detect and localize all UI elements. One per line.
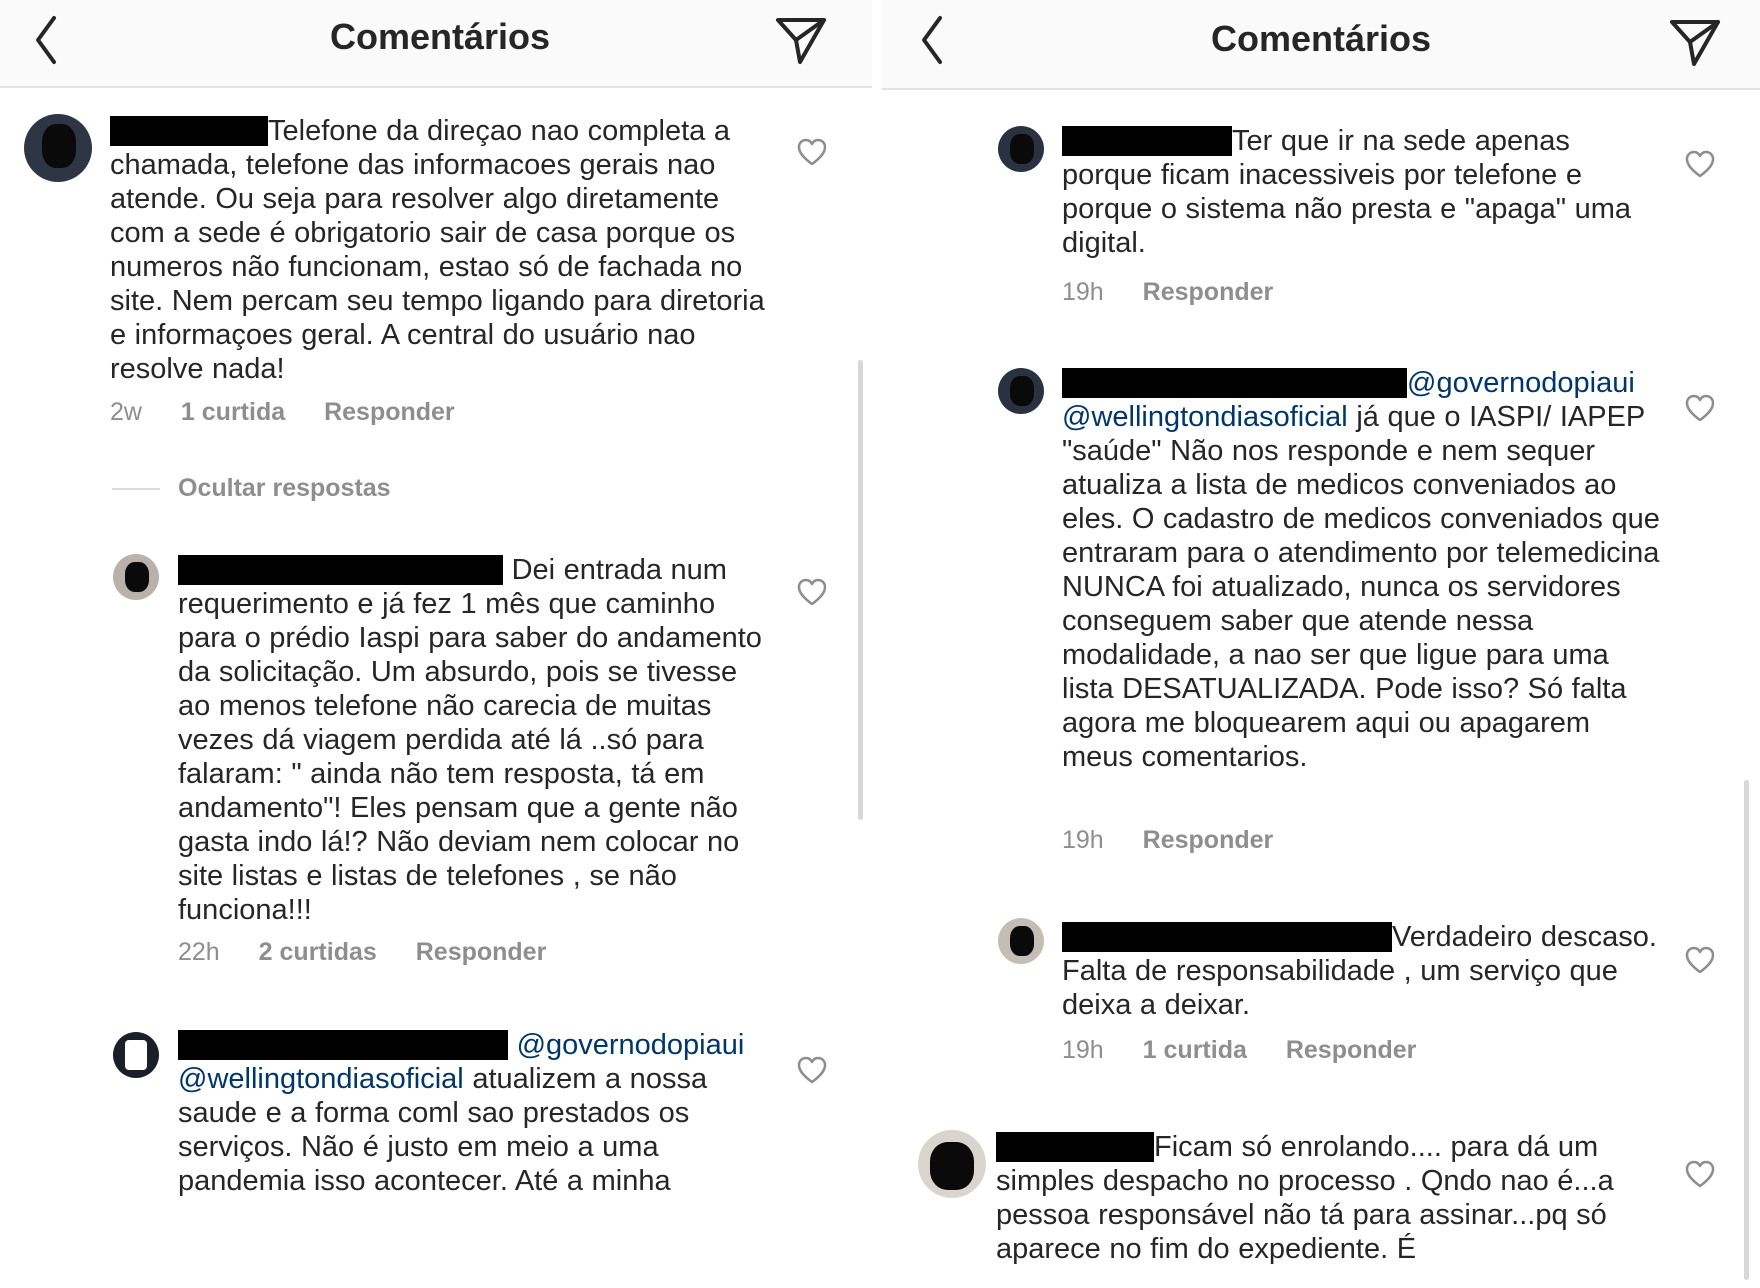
likes-count[interactable]: 1 curtida <box>180 398 286 426</box>
comments-panel-right <box>882 0 1760 1288</box>
comment-text: Dei entrada num requerimento e já fez 1 mês que caminho para o prédio Iaspi para saber do andamento da solicitação. Um absurdo, pois se tivesse ao menos telefone não carecia de muitas vezes dá viagem perdida até lá ..só para falaram: " ainda não tem resposta, tá em andamento"! Eles pensam que a gente não gasta indo lá!? Não deviam nem colocar no site listas e listas de telefones , se não funciona!!! <box>178 554 762 926</box>
comment-time: 22h <box>178 938 220 966</box>
comment-text: @governodopiaui @wellingtondiasoficial atualizem a nossa saude e a forma coml sao prestados os serviços. Não é justo em meio a uma pandemia isso acontecer. Até a minha <box>178 1029 745 1197</box>
mention-link[interactable]: @wellingtondiasoficial <box>1062 401 1348 433</box>
heart-outline-icon[interactable] <box>1685 394 1715 422</box>
avatar[interactable] <box>918 1130 986 1198</box>
comment-text: Verdadeiro descaso. Falta de responsabilidade , um serviço que deixa a deixar. <box>1062 921 1657 1021</box>
comment-time: 2w <box>110 398 142 426</box>
reply-button[interactable]: Responder <box>324 398 455 426</box>
heart-outline-icon[interactable] <box>1685 150 1715 178</box>
redacted-username <box>996 1132 1154 1162</box>
comment-text: Telefone da direçao nao completa a chamada, telefone das informacoes gerais nao atende. Ou seja para resolver algo diretamente com a sede é obrigatorio sair de casa porque os numeros não funcionam, estao só de fachada no site. Nem percam seu tempo ligando para diretoria e informaçoes geral. A central do usuário nao resolve nada! <box>110 115 765 385</box>
comment-time: 19h <box>1062 826 1104 854</box>
heart-outline-icon[interactable] <box>1685 946 1715 974</box>
reply-button[interactable]: Responder <box>1142 826 1274 854</box>
reply-button[interactable]: Responder <box>1142 278 1274 306</box>
comments-header <box>0 0 880 88</box>
reply-button[interactable]: Responder <box>1285 1036 1417 1064</box>
avatar[interactable] <box>113 1032 159 1078</box>
heart-outline-icon[interactable] <box>797 138 827 166</box>
comment-meta <box>178 938 578 967</box>
heart-outline-icon[interactable] <box>797 1056 827 1084</box>
divider <box>112 488 160 490</box>
page-title: Comentários <box>329 16 551 57</box>
comment-text: Ficam só enrolando.... para dá um simples despacho no processo . Qndo nao é...a pessoa responsável não tá para assinar...pq só aparece no fim do expediente. É <box>996 1131 1614 1265</box>
comment-text: @governodopiaui @wellingtondiasoficial já que o IASPI/ IAPEP "saúde" Não nos responde e nem sequer atualiza a lista de medicos conveniados ao eles. O cadastro de medicos conveniados que entraram para o atendimento por telemedicina NUNCA foi atualizado, nunca os servidores conseguem saber que atende nessa modalidade, a nao ser que ligue para uma lista DESATUALIZADA. Pode isso? Só falta agora me bloquearem aqui ou apagarem meus comentarios. <box>1062 367 1660 773</box>
mention-link[interactable]: @wellingtondiasoficial <box>178 1063 464 1095</box>
comment-time: 19h <box>1062 278 1104 306</box>
redacted-username <box>1062 126 1232 156</box>
avatar[interactable] <box>24 114 92 182</box>
redacted-username <box>178 555 503 585</box>
likes-count[interactable]: 2 curtidas <box>258 938 377 966</box>
comment-meta <box>110 398 487 427</box>
comment-meta <box>1062 278 1305 307</box>
comment-meta <box>1062 1036 1448 1065</box>
avatar[interactable] <box>998 126 1044 172</box>
avatar[interactable] <box>998 368 1044 414</box>
comment-meta <box>1062 826 1305 855</box>
paper-plane-icon[interactable] <box>1666 14 1724 70</box>
page-title: Comentários <box>1210 18 1432 59</box>
avatar[interactable] <box>998 918 1044 964</box>
paper-plane-icon[interactable] <box>772 12 830 68</box>
heart-outline-icon[interactable] <box>797 578 827 606</box>
mention-link[interactable]: @governodopiaui <box>1407 367 1635 399</box>
scrollbar[interactable] <box>858 360 863 820</box>
mention-link[interactable]: @governodopiaui <box>516 1029 745 1061</box>
comment-time: 19h <box>1062 1036 1104 1064</box>
avatar[interactable] <box>113 554 159 600</box>
redacted-username <box>1062 368 1407 398</box>
comment <box>882 1120 1760 1288</box>
reply-comment <box>0 1010 880 1206</box>
redacted-username <box>110 116 268 146</box>
redacted-username <box>178 1030 508 1060</box>
redacted-username <box>1062 922 1392 952</box>
comment-text: Ter que ir na sede apenas porque ficam inacessiveis por telefone e porque o sistema não presta e "apaga" uma digital. <box>1062 125 1631 259</box>
scrollbar[interactable] <box>1744 780 1749 1280</box>
likes-count[interactable]: 1 curtida <box>1142 1036 1247 1064</box>
comments-header <box>882 0 1760 90</box>
heart-outline-icon[interactable] <box>1685 1160 1715 1188</box>
hide-replies-button[interactable]: Ocultar respostas <box>178 474 391 502</box>
reply-button[interactable]: Responder <box>415 938 547 966</box>
